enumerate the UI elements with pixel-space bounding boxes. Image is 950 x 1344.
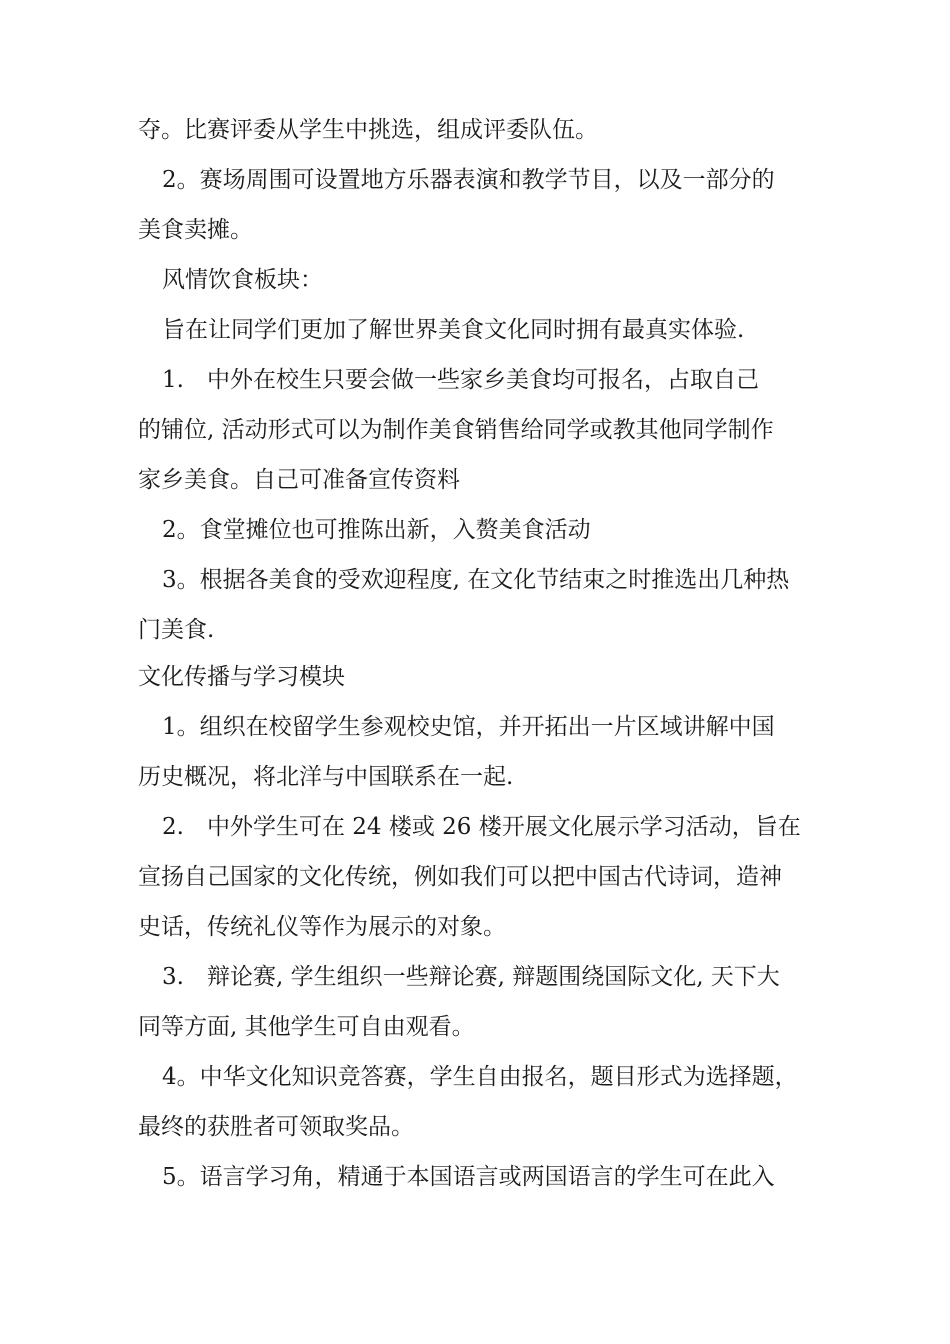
text-line: 最终的获胜者可领取奖品。	[138, 1114, 414, 1140]
text-line: 宣扬自己国家的文化传统，例如我们可以把中国古代诗词，造神	[138, 864, 782, 890]
text-line: 美食卖摊。	[138, 217, 253, 243]
text-line: 3。根据各美食的受欢迎程度, 在文化节结束之时推选出几种热	[162, 567, 790, 593]
text-line: 3. 辩论赛, 学生组织一些辩论赛, 辩题围绕国际文化, 天下大	[162, 964, 780, 990]
text-line: 的铺位, 活动形式可以为制作美食销售给同学或教其他同学制作	[138, 417, 774, 443]
text-line: 5。语言学习角，精通于本国语言或两国语言的学生可在此入	[162, 1164, 775, 1190]
text-line: 1. 中外在校生只要会做一些家乡美食均可报名，占取自己	[162, 367, 759, 393]
text-line: 门美食.	[138, 617, 215, 643]
text-line: 历史概况，将北洋与中国联系在一起.	[138, 764, 514, 790]
text-line: 同等方面, 其他学生可自由观看。	[138, 1014, 475, 1040]
text-line: 4。中华文化知识竞答赛，学生自由报名，题目形式为选择题，	[162, 1064, 798, 1090]
text-line: 2。赛场周围可设置地方乐器表演和教学节目，以及一部分的	[162, 167, 775, 193]
text-line: 夺。比赛评委从学生中挑选，组成评委队伍。	[138, 117, 598, 143]
text-line: 2. 中外学生可在 24 楼或 26 楼开展文化展示学习活动，旨在	[162, 814, 801, 840]
section-heading: 文化传播与学习模块	[138, 664, 345, 690]
text-line: 1。组织在校留学生参观校史馆，并开拓出一片区域讲解中国	[162, 714, 775, 740]
section-heading: 风情饮食板块：	[162, 267, 323, 293]
text-line: 2。食堂摊位也可推陈出新，入赘美食活动	[162, 517, 591, 543]
text-line: 旨在让同学们更加了解世界美食文化同时拥有最真实体验.	[162, 317, 745, 343]
text-line: 家乡美食。自己可准备宣传资料	[138, 467, 460, 493]
text-line: 史话，传统礼仪等作为展示的对象。	[138, 914, 506, 940]
